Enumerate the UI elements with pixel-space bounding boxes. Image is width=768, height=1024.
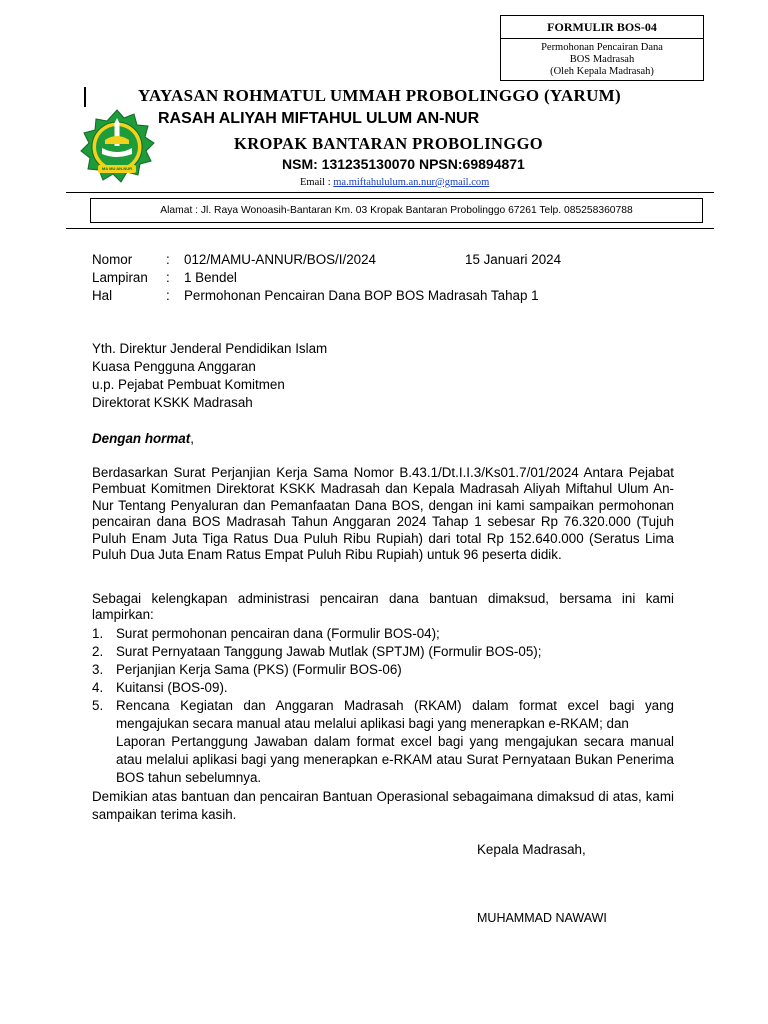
school-ids: NSM: 131235130070 NPSN:69894871 [282, 156, 525, 172]
list-text: Laporan Pertanggung Jawaban dalam format excel bagi yang mengajukan secara manual atau melalui aplikasi bagi yang menerapkan e-RKAM atau Surat Pernyataan Bukan Penerima BOS tahun sebelumnya. [116, 734, 674, 785]
lampiran-value: 1 Bendel [184, 270, 237, 285]
list-number: 4. [92, 680, 104, 695]
form-code: FORMULIR BOS-04 [501, 16, 703, 39]
letter-date: 15 Januari 2024 [465, 252, 562, 267]
list-number: 3. [92, 662, 104, 677]
recipient-line: Yth. Direktur Jenderal Pendidikan Islam [92, 341, 328, 356]
form-description [501, 39, 703, 78]
list-text: Surat Pernyataan Tanggung Jawab Mutlak (SPTJM) (Formulir BOS-05); [116, 644, 542, 659]
header-left-bar [84, 87, 86, 107]
recipient-line: Kuasa Pengguna Anggaran [92, 359, 256, 374]
email-label: Email : [300, 177, 334, 188]
greeting-text: Dengan hormat [92, 431, 191, 446]
hal-label: Hal [92, 288, 113, 303]
lampiran-label: Lampiran [92, 270, 148, 285]
list-item [92, 679, 674, 697]
attachment-list [92, 625, 674, 787]
paragraph-attachments: Sebagai kelengkapan administrasi pencairan dana bantuan dimaksud, bersama ini kami lampirkan: [92, 591, 674, 623]
closing-paragraph: Demikian atas bantuan dan pencairan Bantuan Operasional sebagaimana dimaksud di atas, kami sampaikan terima kasih. [92, 789, 674, 822]
list-item [92, 697, 674, 733]
list-number: 5. [92, 698, 104, 713]
paragraph-intro: Berdasarkan Surat Perjanjian Kerja Sama Nomor B.43.1/Dt.I.I.3/Ks01.7/01/2024 Antara Pejabat Pembuat Komitmen Direktorat KSKK Madrasah dan Kepala Madrasah Aliyah Miftahul Ulum An-Nur Tentang Penyaluran dan Pemanfaatan Dana BOS, dengan ini kami sampaikan permohonan pencairan dana BOS Madrasah Tahun Anggaran 2024 Tahap 1 sebesar Rp 76.320.000 (Tujuh Puluh Enam Juta Tiga Ratus Dua Puluh Ribu Rupiah) dari total Rp 152.640.000 (Seratus Lima Puluh Dua Juta Enam Ratus Empat Puluh Ribu Rupiah) untuk 96 peserta didik. [92, 465, 674, 563]
list-number: 1. [92, 626, 104, 641]
signature-name: MUHAMMAD NAWAWI [477, 911, 607, 925]
list-item-continuation [92, 733, 674, 787]
foundation-name: YAYASAN ROHMATUL UMMAH PROBOLINGGO (YARUM) [138, 86, 621, 105]
email-line [300, 177, 489, 188]
form-desc-line-1: Permohonan Pencairan Dana [541, 42, 663, 53]
nomor-label: Nomor [92, 252, 133, 267]
list-text: Rencana Kegiatan dan Anggaran Madrasah (RKAM) dalam format excel bagi yang mengajukan secara manual atau melalui aplikasi bagi yang menerapkan e-RKAM; dan [116, 698, 674, 731]
email-link[interactable]: ma.miftahululum.an.nur@gmail.com [333, 177, 490, 188]
lampiran-colon: : [166, 270, 170, 285]
list-text: Kuitansi (BOS-09). [116, 680, 228, 695]
list-item [92, 643, 674, 661]
signature-title: Kepala Madrasah, [477, 842, 586, 857]
hal-colon: : [166, 288, 170, 303]
address-divider [66, 228, 714, 229]
list-text: Perjanjian Kerja Sama (PKS) (Formulir BOS-06) [116, 662, 402, 677]
list-item [92, 661, 674, 679]
form-code-box [500, 15, 704, 81]
school-location: KROPAK BANTARAN PROBOLINGGO [234, 134, 544, 153]
nomor-colon: : [166, 252, 170, 267]
list-item [92, 625, 674, 643]
address-box: Alamat : Jl. Raya Wonoasih-Bantaran Km. 03 Kropak Bantaran Probolinggo 67261 Telp. 085258360788 [90, 198, 703, 223]
greeting-comma: , [190, 431, 194, 446]
school-name: RASAH ALIYAH MIFTAHUL ULUM AN-NUR [158, 110, 480, 127]
header-divider [66, 192, 714, 193]
nomor-value: 012/MAMU-ANNUR/BOS/I/2024 [184, 252, 376, 267]
school-logo [78, 108, 156, 186]
form-desc-line-3: (Oleh Kepala Madrasah) [550, 66, 654, 77]
school-logo-icon [78, 108, 156, 186]
form-desc-line-2: BOS Madrasah [569, 54, 635, 65]
recipient-line: Direktorat KSKK Madrasah [92, 395, 253, 410]
recipient-line: u.p. Pejabat Pembuat Komitmen [92, 377, 285, 392]
list-number: 2. [92, 644, 104, 659]
recipient-block [92, 340, 327, 412]
greeting [92, 430, 194, 448]
list-text: Surat permohonan pencairan dana (Formulir BOS-04); [116, 626, 440, 641]
school-logo-text: MA MU AN-NUR [101, 166, 133, 171]
hal-value: Permohonan Pencairan Dana BOP BOS Madrasah Tahap 1 [184, 288, 539, 303]
